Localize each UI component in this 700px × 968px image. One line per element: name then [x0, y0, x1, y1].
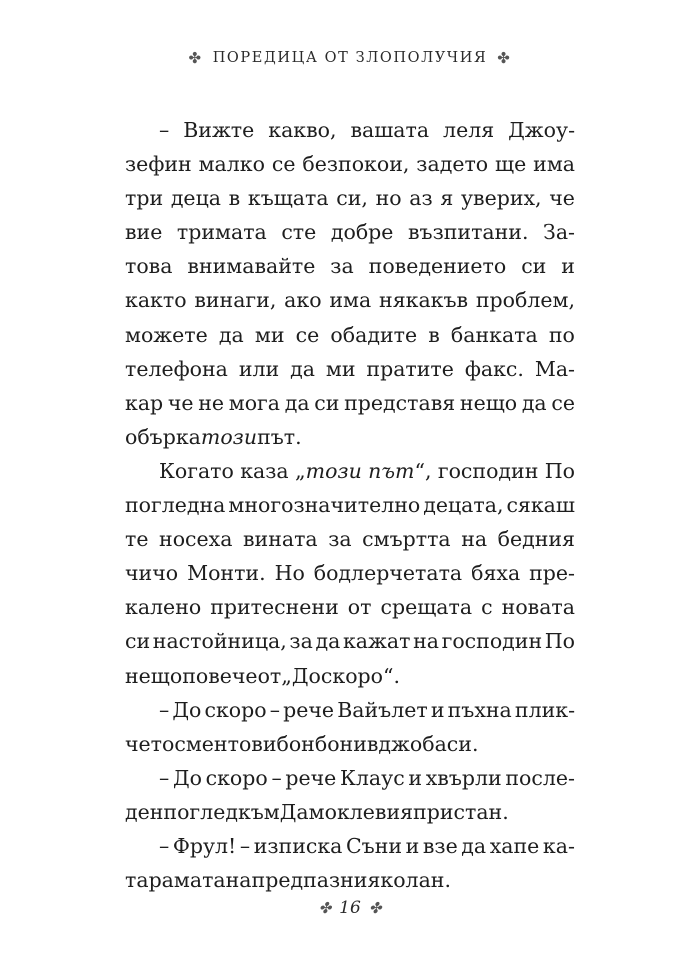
paragraph	[125, 829, 575, 897]
paragraph	[125, 693, 575, 761]
paragraph	[125, 761, 575, 829]
page-footer	[0, 898, 700, 918]
fleuron-left-icon: ✤	[318, 898, 332, 917]
text-line: както винаги, ако има някакъв проблем,	[125, 288, 575, 313]
text-line: чето с ментови бонбони в джоба си.	[125, 731, 479, 756]
text-line: ден поглед към Дамоклевия пристан.	[125, 799, 509, 824]
text-line: чичо Монти. Но бодлерчетата бяха пре-	[125, 561, 575, 586]
text-line: си настойница, за да кажат на господин По	[125, 629, 575, 654]
text-line: нещо повече от „До скоро“.	[125, 663, 401, 688]
text-line: – Вижте какво, вашата леля Джоу-	[159, 118, 575, 142]
text-line: – До скоро – рече Клаус и хвърли послe-	[159, 765, 575, 790]
text-line: това внимавайте за поведението си и	[125, 254, 575, 279]
paragraph	[125, 113, 575, 454]
paragraph	[125, 454, 575, 693]
running-header	[0, 50, 700, 66]
page-body	[125, 113, 575, 897]
text-line: – До скоро – рече Вайълет и пъхна плик-	[159, 697, 575, 722]
text-line: погледна многозначително децата, сякаш	[125, 493, 575, 518]
page-number: 16	[339, 898, 361, 918]
running-header-title: ПОРЕДИЦА ОТ ЗЛОПОЛУЧИЯ	[212, 50, 488, 66]
text-line: три деца в къщата си, но аз я уверих, че	[125, 186, 575, 211]
text-line: калено притеснени от срещата с новата	[125, 595, 575, 620]
text-line: вие тримата сте добре възпитани. За-	[125, 220, 575, 245]
text-line: зефин малко се безпокои, задето ще има	[125, 152, 575, 177]
text-line: кар че не мога да си представя нещо да се	[125, 390, 575, 415]
text-line: тарамата на предпазния колан.	[125, 868, 451, 893]
text-line: можете да ми се обадите в банката по	[125, 322, 575, 347]
text-line: Когато каза „този път“, господин По	[159, 458, 575, 483]
text-line: обърка този път.	[125, 424, 302, 449]
fleuron-right-icon: ✤	[497, 48, 512, 67]
text-line: те носеха вината за смъртта на бедния	[125, 527, 575, 552]
text-line: телефона или да ми пратите факс. Ма-	[125, 356, 575, 381]
fleuron-left-icon: ✤	[188, 48, 203, 67]
text-line: – Фрул! – изписка Съни и взе да хапе ка-	[159, 833, 575, 858]
fleuron-right-icon: ✤	[368, 898, 382, 917]
